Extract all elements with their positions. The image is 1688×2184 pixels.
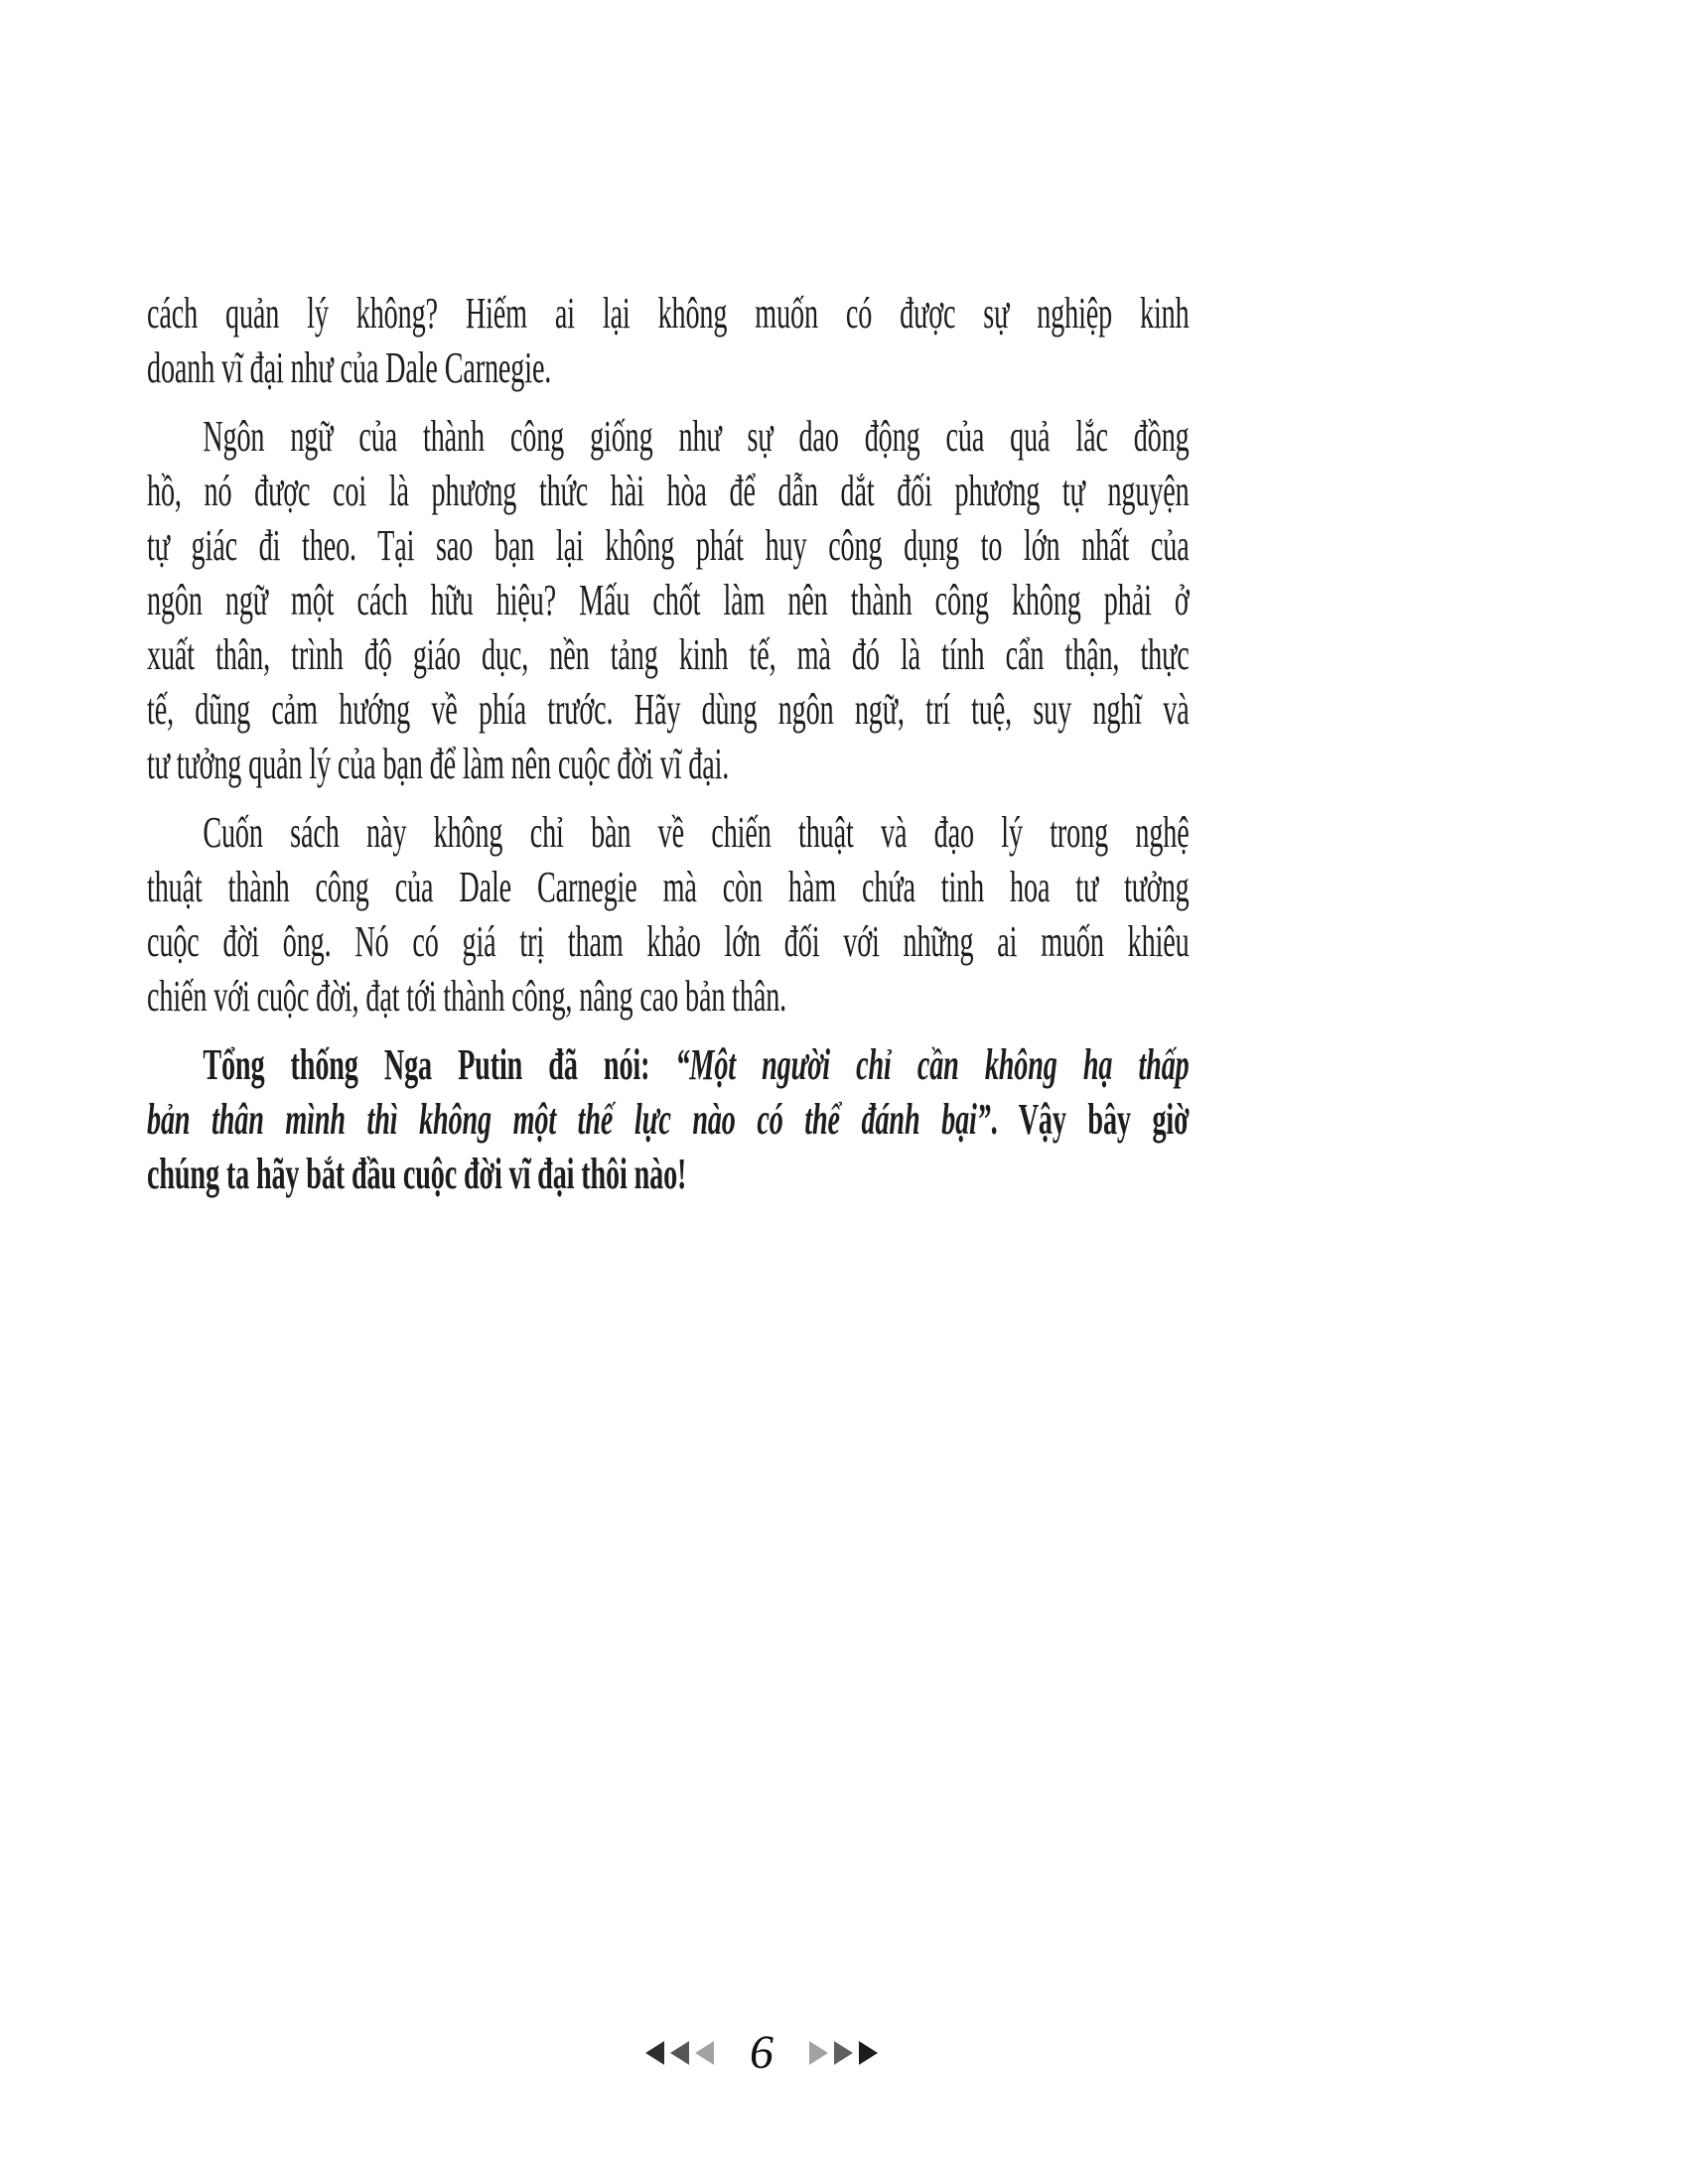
text-line	[147, 409, 1190, 464]
paragraph	[147, 1037, 1190, 1201]
text-segment: tế, dũng cảm hướng về phía trước. Hãy dùng ngôn ngữ, trí tuệ, suy nghĩ và	[147, 685, 1190, 734]
left-arrow-icon	[670, 2041, 689, 2065]
text-segment: ngôn ngữ một cách hữu hiệu? Mấu chốt làm nên thành công không phải ở	[147, 576, 1190, 624]
text-segment: tư tưởng quản lý của bạn để làm nên cuộc đời vĩ đại.	[147, 740, 730, 788]
text-line	[147, 573, 1190, 627]
body-text-block	[147, 286, 1190, 1201]
text-segment: doanh vĩ đại như của Dale Carnegie.	[147, 343, 552, 392]
text-segment: . Vậy bây giờ	[990, 1095, 1190, 1144]
text-line	[147, 860, 1190, 914]
text-segment: cách quản lý không? Hiếm ai lại không muốn có được sự nghiệp kinh	[147, 289, 1190, 338]
text-segment: Ngôn ngữ của thành công giống như sự dao động của quả lắc đồng	[203, 412, 1190, 461]
page-footer	[645, 2026, 878, 2079]
text-line	[147, 464, 1190, 518]
text-line	[147, 518, 1190, 573]
right-arrow-icon	[859, 2041, 878, 2065]
text-line	[147, 627, 1190, 682]
right-triangles-icon	[809, 2041, 878, 2065]
paragraph	[147, 805, 1190, 1024]
right-arrow-icon	[809, 2041, 828, 2065]
text-line	[147, 737, 1190, 791]
text-line	[147, 805, 1190, 860]
left-triangles-icon	[645, 2041, 714, 2065]
text-line	[147, 914, 1190, 969]
text-line	[147, 341, 1190, 395]
text-segment: chiến với cuộc đời, đạt tới thành công, nâng cao bản thân.	[147, 972, 787, 1021]
left-arrow-icon	[645, 2041, 664, 2065]
text-segment: Tổng thống Nga Putin đã nói:	[203, 1040, 676, 1089]
paragraph	[147, 409, 1190, 791]
right-arrow-icon	[834, 2041, 853, 2065]
text-segment: Cuốn sách này không chỉ bàn về chiến thuật và đạo lý trong nghệ	[203, 808, 1190, 857]
paragraph	[147, 286, 1190, 395]
text-segment: tự giác đi theo. Tại sao bạn lại không phát huy công dụng to lớn nhất của	[147, 521, 1190, 570]
text-segment: chúng ta hãy bắt đầu cuộc đời vĩ đại thôi nào!	[147, 1150, 687, 1198]
text-line	[147, 1147, 1190, 1201]
text-line	[147, 1092, 1190, 1147]
text-segment: bản thân mình thì không một thế lực nào có thể đánh bại”	[147, 1095, 991, 1144]
text-segment: thuật thành công của Dale Carnegie mà còn hàm chứa tinh hoa tư tưởng	[147, 863, 1190, 911]
page-number: 6	[750, 2026, 774, 2079]
text-segment: “Một người chỉ cần không hạ thấp	[675, 1040, 1190, 1089]
text-segment: cuộc đời ông. Nó có giá trị tham khảo lớn đối với những ai muốn khiêu	[147, 917, 1190, 966]
text-segment: hồ, nó được coi là phương thức hài hòa để dẫn dắt đối phương tự nguyện	[147, 467, 1190, 515]
text-line	[147, 969, 1190, 1024]
text-line	[147, 1037, 1190, 1092]
text-line	[147, 682, 1190, 737]
left-arrow-icon	[695, 2041, 714, 2065]
text-segment: xuất thân, trình độ giáo dục, nền tảng kinh tế, mà đó là tính cẩn thận, thực	[147, 630, 1190, 679]
text-line	[147, 286, 1190, 341]
